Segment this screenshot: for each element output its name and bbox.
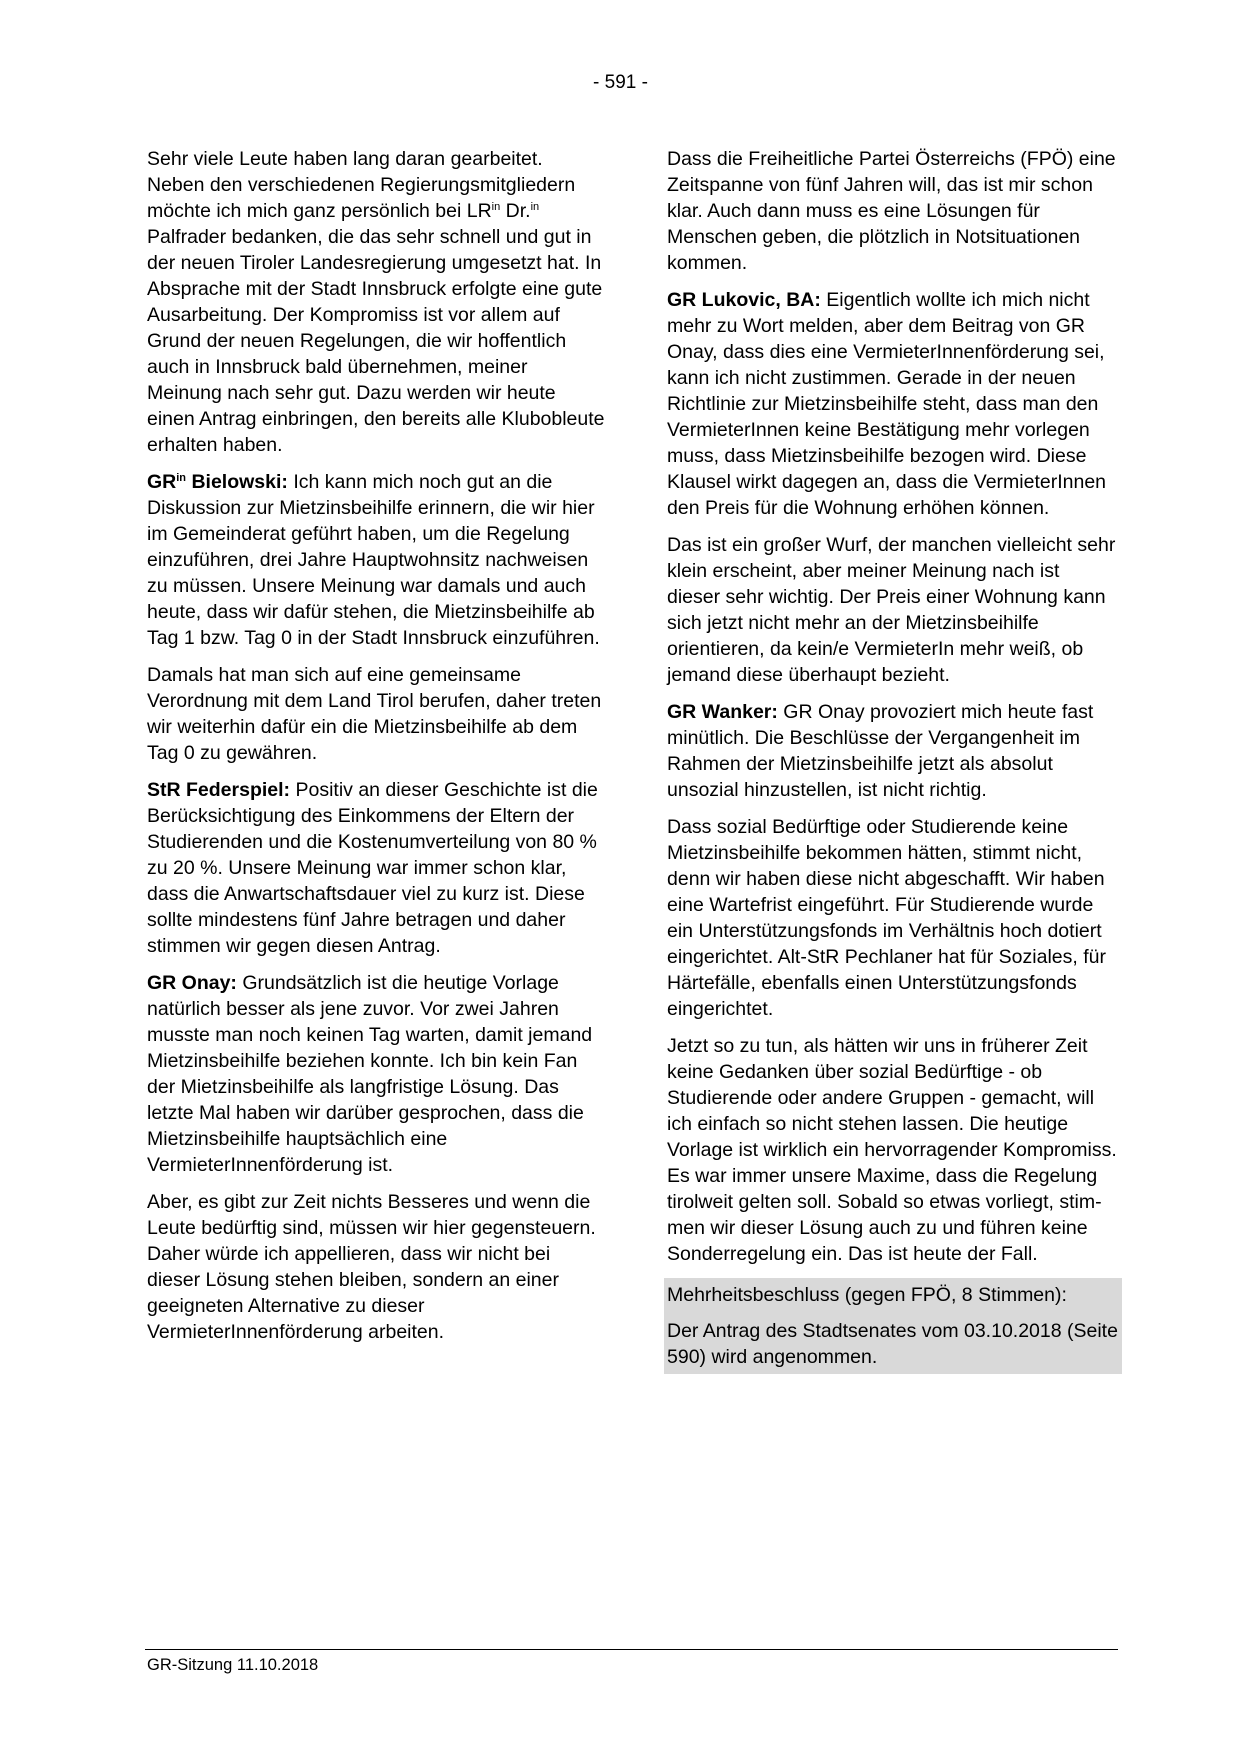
footer-divider [145,1649,1118,1650]
decision-box [664,1278,1122,1374]
speech-federspiel: StR Federspiel: Positiv an dieser Geschichte ist die Berücksichtigung des Einkommens der Eltern der Studierenden und die Kostenumverteilung von 80 % zu 20 %. Unsere Meinung war immer schon klar, dass die Anwartschaftsdauer viel zu kurz ist. Diese sollte mindestens fünf Jahre betragen und daher stimmen wir gegen diesen Antrag. [147,779,598,957]
speech-bielowski: $GR^{in}$ Bielowski: Ich kann mich noch gut an die Diskussion zur Mietzinsbeihilfe erinnern, die wir hier im Gemeinderat geführt haben, um die Regelung einzuführen, drei Jahre Hauptwohnsitz nachweisen zu müssen. Unsere Meinung war damals und auch heute, dass wir dafür stehen, die Mietzinsbeihilfe ab Tag 1 bzw. Tag 0 in der Stadt Innsbruck einzuführen. [147,471,600,649]
paragraph: Sehr viele Leute haben lang daran gearbeitet. Neben den verschiedenen Regierungsmitgliedern möchte ich mich ganz persönlich bei $LR^{in}$ Dr.$^{in}$ Palfrader bedanken, die das sehr schnell und gut in der neuen Tiroler Landesregierung umgesetzt hat. In Absprache mit der Stadt Innsbruck erfolgte eine gute Ausarbeitung. Der Kompromiss ist vor allem auf Grund der neuen Regelungen, die wir hoffentlich auch in Innsbruck bald übernehmen, meiner Meinung nach sehr gut. Dazu werden wir heute einen Antrag einbringen, den bereits alle Klubobleute erhalten haben. [147,148,605,456]
footer-session-date: GR-Sitzung 11.10.2018 [147,1656,319,1674]
paragraph: Aber, es gibt zur Zeit nichts Besseres und wenn die Leute bedürftig sind, müssen wir hier gegensteuern. Daher würde ich appellieren, dass wir nicht bei dieser Lösung stehen bleiben, sondern an einer geeigneten Alternative zu dieser VermieterInnenförderung arbeiten. [147,1191,596,1343]
paragraph: Dass sozial Bedürftige oder Studierende keine Mietzinsbeihilfe bekommen hätten, stimmt nicht, denn wir haben diese nicht abgeschafft. Wir haben eine Wartefrist eingeführt. Für Studierende wurde ein Unterstützungsfonds im Verhältnis hoch dotiert eingerichtet. Alt-StR Pechlaner hat für Soziales, für Härtefälle, ebenfalls einen Unterstützungsfonds eingerichtet. [667,816,1106,1020]
decision-vote: Mehrheitsbeschluss (gegen FPÖ, 8 Stimmen): [667,1284,1067,1306]
page-number: - 591 - [593,72,648,93]
speech-wanker: GR Wanker: GR Onay provoziert mich heute fast minütlich. Die Beschlüsse der Vergangenheit im Rahmen der Mietzinsbeihilfe jetzt als absolut unsozial hinzustellen, ist nicht richtig. [667,701,1094,801]
decision-result: Der Antrag des Stadtsenates vom 03.10.2018 (Seite 590) wird angenommen. [667,1320,1118,1368]
speech-lukovic: GR Lukovic, BA: Eigentlich wollte ich mich nicht mehr zu Wort melden, aber dem Beitrag von GR Onay, dass dies eine VermieterInnenförderung sei, kann ich nicht zustimmen. Gerade in der neuen Richtlinie zur Mietzinsbeihilfe steht, dass man den VermieterInnen keine Bestätigung mehr vorlegen muss, dass Mietzinsbeihilfe bezogen wird. Diese Klausel wirkt dagegen an, dass die VermieterInnen den Preis für die Wohnung erhöhen können. [667,289,1107,519]
speaker-name: GR Onay: [147,972,237,994]
left-column [147,146,605,1356]
paragraph: Das ist ein großer Wurf, der manchen vielleicht sehr klein erscheint, aber meiner Meinung nach ist dieser sehr wichtig. Der Preis einer Wohnung kann sich jetzt nicht mehr an der Mietzinsbeihilfe orientieren, da kein/e VermieterIn mehr weiß, ob jemand diese überhaupt bezieht. [667,534,1116,686]
paragraph: Dass die Freiheitliche Partei Österreichs (FPÖ) eine Zeitspanne von fünf Jahren will, das ist mir schon klar. Auch dann muss es eine Lösungen für Menschen geben, die plötzlich in Notsituationen kommen. [667,148,1116,274]
paragraph: Jetzt so zu tun, als hätten wir uns in früherer Zeit keine Gedanken über sozial Bedürftige - ob Studierende oder andere Gruppen - gemacht, will ich einfach so nicht stehen lassen. Die heutige Vorlage ist wirklich ein hervorragender Kompromiss. Es war immer unsere Maxime, dass die Regelung tirolweit gelten soll. Sobald so etwas vorliegt, stimmen wir dieser Lösung auch zu und führen keine Sonderregelung ein. Das ist heute der Fall. [667,1035,1117,1265]
paragraph: Damals hat man sich auf eine gemeinsame Verordnung mit dem Land Tirol berufen, daher treten wir weiterhin dafür ein die Mietzinsbeihilfe ab dem Tag 0 zu gewähren. [147,664,602,764]
speech-onay: GR Onay: Grundsätzlich ist die heutige Vorlage natürlich besser als jene zuvor. Vor zwei Jahren musste man noch keinen Tag warten, damit jemand Mietzinsbeihilfe beziehen konnte. Ich bin kein Fan der Mietzinsbeihilfe als langfristige Lösung. Das letzte Mal haben wir darüber gesprochen, dass die Mietzinsbeihilfe hauptsächlich eine VermieterInnenförderung ist. [147,972,593,1176]
speaker-name: GR Lukovic, BA: [667,289,821,311]
speaker-name: $GR^{in}$ Bielowski: [147,471,288,493]
speaker-name: StR Federspiel: [147,779,291,801]
right-column [667,146,1117,1374]
speaker-name: GR Wanker: [667,701,778,723]
